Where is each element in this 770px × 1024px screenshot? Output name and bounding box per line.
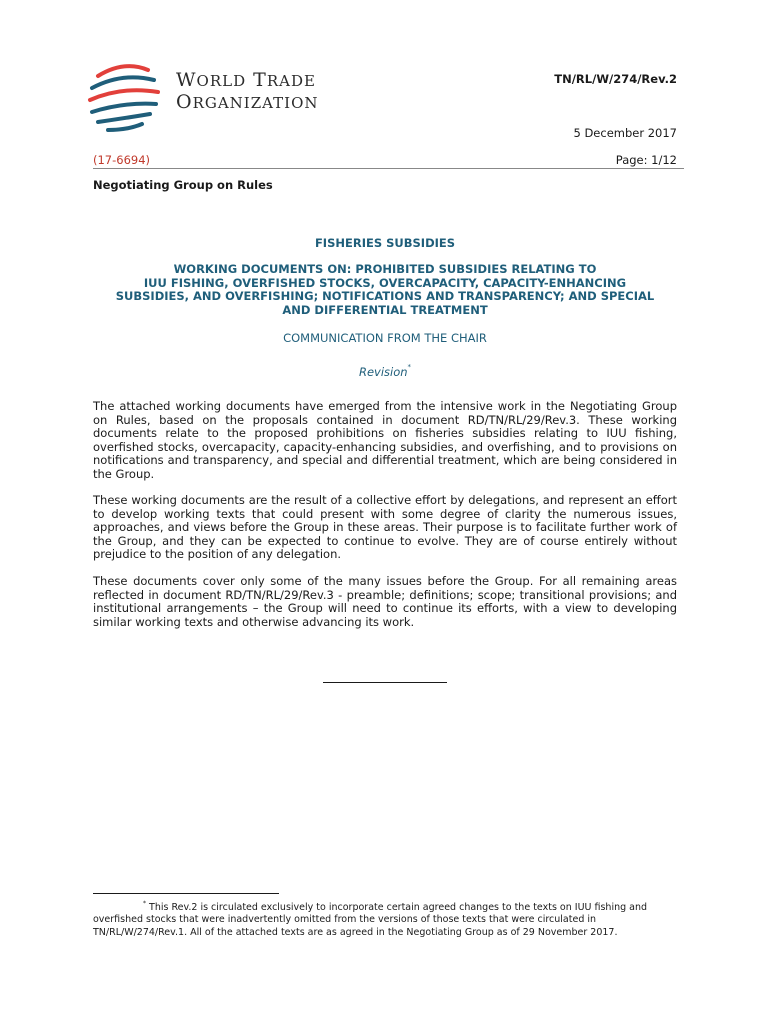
revision-text: Revision: [358, 365, 408, 379]
footnote-separator: [93, 893, 279, 894]
sub-title: [93, 263, 677, 317]
wordmark-text: ORLD: [196, 72, 247, 90]
body-paragraph: These working documents are the result of a collective effort by delegations, and represent an effort to develop working texts that could present with some degree of clarity the numerous issues, approaches, and views before the Group in these areas. Their purpose is to facilitate further work of the Group, and they can be expected to continue to evolve. They are of course entirely without prejudice to the position of any delegation.: [93, 493, 677, 561]
wordmark-initial: T: [253, 69, 267, 91]
revision-footnote-mark[interactable]: *: [407, 363, 412, 372]
header-divider: [93, 168, 684, 169]
end-of-text-rule: [323, 682, 447, 683]
wto-logo: [84, 56, 344, 136]
wordmark-initial: W: [176, 69, 197, 91]
sub-title-line: SUBSIDIES, AND OVERFISHING; NOTIFICATIONS AND TRANSPARENCY; AND SPECIAL: [115, 289, 655, 303]
wto-wordmark: [176, 70, 319, 114]
wordmark-line-1: [176, 70, 319, 92]
footnote-mark: *: [143, 900, 146, 907]
wto-emblem-icon: [84, 56, 164, 136]
footnote: [93, 899, 677, 939]
document-symbol: TN/RL/W/274/Rev.2: [554, 72, 677, 86]
body-paragraph: The attached working documents have emerged from the intensive work in the Negotiating Group on Rules, based on the proposals contained in document RD/TN/RL/29/Rev.3. These working documents relate to the proposed prohibitions on fisheries subsidies relating to IUU fishing, overfished stocks, overcapacity, capacity-enhancing subsidies, and overfishing, and to provisions on notifications and transparency, and special and differential treatment, which are being considered in the Group.: [93, 399, 677, 481]
revision-label: [93, 365, 677, 379]
wordmark-initial: O: [176, 91, 193, 113]
sub-title-line: WORKING DOCUMENTS ON: PROHIBITED SUBSIDIES RELATING TO: [173, 262, 597, 276]
sub-title-line: IUU FISHING, OVERFISHED STOCKS, OVERCAPACITY, CAPACITY-ENHANCING: [143, 275, 627, 290]
sub-title-line: AND DIFFERENTIAL TREATMENT: [282, 302, 488, 317]
page-indicator: Page: 1/12: [615, 153, 677, 167]
communication-heading: COMMUNICATION FROM THE CHAIR: [283, 331, 487, 345]
wordmark-text: RGANIZATION: [192, 94, 319, 112]
body-paragraph: These documents cover only some of the many issues before the Group. For all remaining areas reflected in document RD/TN/RL/29/Rev.3 - preamble; definitions; scope; transitional provisions; and institutional arrangements – the Group will need to continue its efforts, with a view to developing similar working texts and otherwise advancing its work.: [93, 574, 677, 629]
footnote-text: This Rev.2 is circulated exclusively to incorporate certain agreed changes to the texts on IUU fishing and overfished stocks that were inadvertently omitted from the versions of those texts that were circulated in TN/RL/W/274/Rev.1. All of the attached texts are as agreed in the Negotiating Group as of 29 November 2017.: [93, 902, 648, 938]
wordmark-text: RADE: [266, 72, 316, 90]
wordmark-line-2: [176, 92, 319, 114]
negotiating-body: Negotiating Group on Rules: [93, 178, 273, 192]
main-title: FISHERIES SUBSIDIES: [314, 236, 456, 250]
document-number: (17-6694): [93, 153, 151, 167]
document-date: 5 December 2017: [573, 126, 677, 140]
